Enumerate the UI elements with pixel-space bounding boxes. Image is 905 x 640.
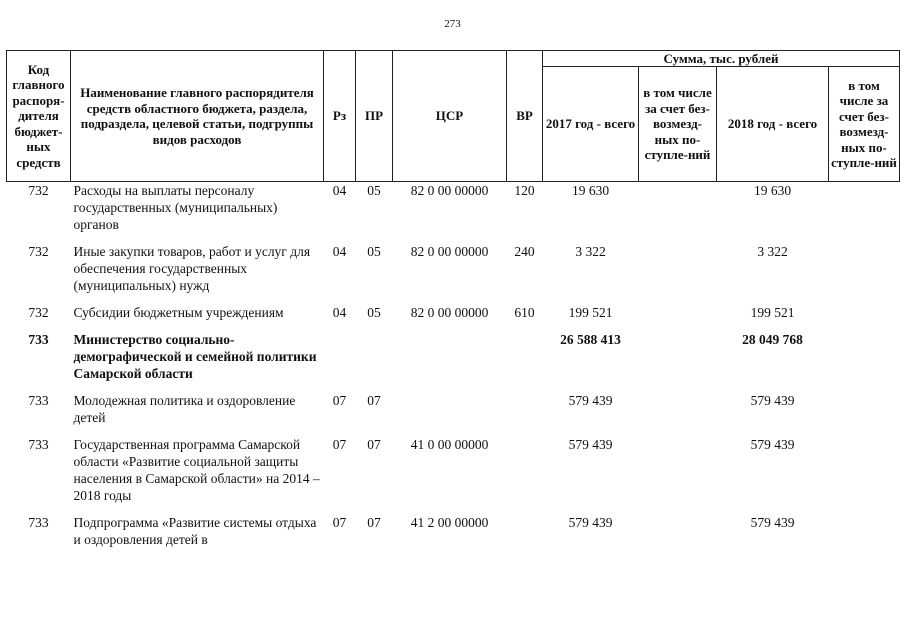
header-name: Наименование главного распорядителя средств областного бюджета, раздела, подраздела, целевой статьи, подгруппы видов расходов [71,51,324,182]
table-body [7,182,900,559]
table-row [7,392,900,436]
header-incl-2018: в том числе за счет без-возмезд-ных по-ступле-ний [829,67,900,182]
cell-code: 732 [28,183,49,198]
header-incl-2017: в том числе за счет без-возмезд-ных по-ступле-ний [639,67,717,182]
page-number: 273 [444,18,461,30]
cell-pr: 07 [367,437,381,452]
table-row [7,436,900,514]
cell-sum-2017: 19 630 [571,183,610,198]
budget-table [6,50,900,558]
cell-csr [393,392,507,436]
cell-rz: 07 [332,393,347,408]
cell-sum-2018: 199 521 [750,305,795,320]
cell-incl-2017 [639,392,717,436]
header-sum-group: Сумма, тыс. рублей [543,51,900,67]
cell-csr [393,331,507,392]
cell-incl-2018 [829,182,900,244]
cell-sum-2018: 579 439 [750,437,795,452]
cell-sum-2017: 579 439 [568,437,613,452]
table-row [7,182,900,244]
cell-vr: 610 [514,305,535,320]
cell-csr: 82 0 00 00000 [410,183,489,198]
table-row [7,514,900,558]
header-total-2018: 2018 год - всего [717,67,829,182]
cell-incl-2017 [639,182,717,244]
cell-sum-2018: 3 322 [757,244,788,259]
cell-rz: 04 [332,244,347,259]
cell-pr: 05 [367,183,381,198]
header-total-2017: 2017 год - всего [543,67,639,182]
header-rz: Рз [324,51,356,182]
cell-sum-2018: 579 439 [750,393,795,408]
cell-vr: 120 [514,183,535,198]
cell-pr: 07 [367,515,381,530]
cell-name: Субсидии бюджетным учреждениям [73,305,284,320]
table-row [7,304,900,331]
cell-vr: 240 [514,244,535,259]
cell-code: 732 [28,305,49,320]
cell-rz [324,331,356,392]
cell-pr: 05 [367,244,381,259]
cell-name: Подпрограмма «Развитие системы отдыха и оздоровления детей в [73,515,317,547]
cell-sum-2018: 28 049 768 [742,332,803,347]
cell-vr [507,392,543,436]
header-vr: ВР [507,51,543,182]
cell-vr [507,514,543,558]
cell-rz: 04 [332,305,347,320]
cell-rz: 04 [332,183,347,198]
cell-rz: 07 [332,437,347,452]
cell-code: 732 [28,244,49,259]
cell-pr [356,331,393,392]
cell-incl-2017 [639,436,717,514]
cell-name: Иные закупки товаров, работ и услуг для обеспечения государственных (муниципальных) нужд [73,244,311,293]
cell-name: Министерство социально-демографической и семейной политики Самарской области [73,332,317,381]
cell-csr: 82 0 00 00000 [410,244,489,259]
cell-code: 733 [28,515,49,530]
cell-sum-2017: 199 521 [568,305,613,320]
header-pr: ПР [356,51,393,182]
table-row [7,331,900,392]
cell-incl-2018 [829,436,900,514]
cell-code: 733 [28,393,49,408]
cell-vr [507,331,543,392]
cell-incl-2017 [639,514,717,558]
cell-csr: 41 2 00 00000 [410,515,489,530]
cell-csr: 41 0 00 00000 [410,437,489,452]
cell-name: Государственная программа Самарской области «Развитие социальной защиты населения в Самарской области» на 2014 – 2018 годы [73,437,320,503]
table-row [7,243,900,304]
cell-incl-2018 [829,392,900,436]
cell-code: 733 [28,332,49,347]
cell-sum-2017: 579 439 [568,515,613,530]
cell-sum-2017: 3 322 [575,244,606,259]
cell-pr: 05 [367,305,381,320]
cell-vr [507,436,543,514]
cell-incl-2017 [639,304,717,331]
cell-incl-2018 [829,331,900,392]
cell-incl-2018 [829,243,900,304]
table-header [7,51,900,182]
cell-incl-2017 [639,243,717,304]
cell-sum-2018: 579 439 [750,515,795,530]
cell-pr: 07 [367,393,381,408]
cell-rz: 07 [332,515,347,530]
header-code: Код главного распоря-дителя бюджет-ных средств [7,51,71,182]
cell-sum-2017: 579 439 [568,393,613,408]
cell-incl-2017 [639,331,717,392]
cell-name: Молодежная политика и оздоровление детей [73,393,296,425]
cell-sum-2018: 19 630 [753,183,792,198]
header-csr: ЦСР [393,51,507,182]
cell-sum-2017: 26 588 413 [560,332,621,347]
cell-csr: 82 0 00 00000 [410,305,489,320]
cell-code: 733 [28,437,49,452]
cell-name: Расходы на выплаты персоналу государственных (муниципальных) органов [73,183,278,232]
cell-incl-2018 [829,304,900,331]
cell-incl-2018 [829,514,900,558]
